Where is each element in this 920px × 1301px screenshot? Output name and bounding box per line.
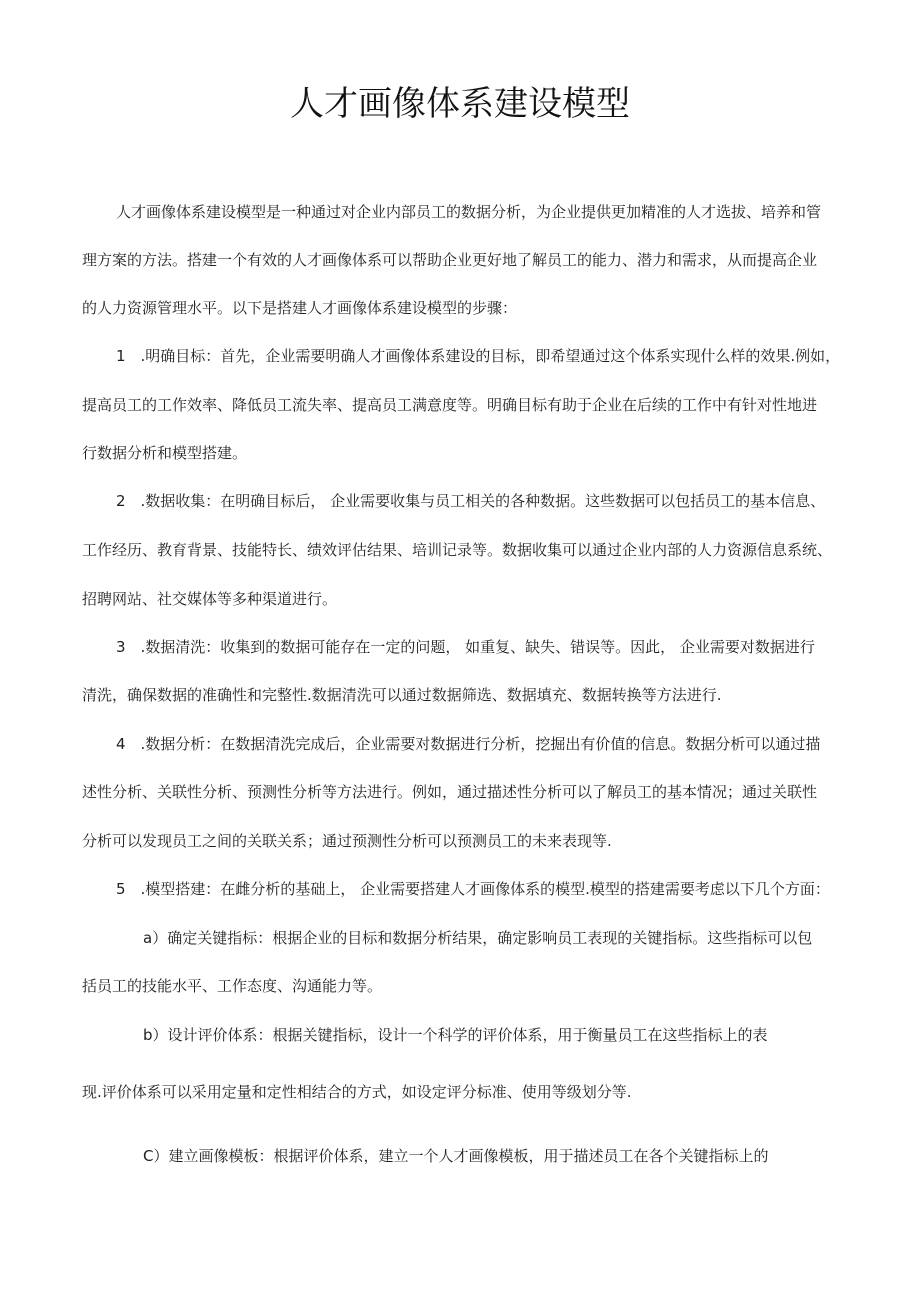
- paragraph-line: 现.评价体系可以采用定量和定性相结合的方式，如设定评分标准、使用等级划分等.: [82, 1083, 632, 1101]
- paragraph-line: 4 .数据分析：在数据清洗完成后，企业需要对数据进行分析，挖掘出有价值的信息。数据分析可以通过描: [116, 735, 821, 753]
- paragraph-line: 2 .数据收集：在明确目标后， 企业需要收集与员工相关的各种数据。这些数据可以包括员工的基本信息、: [116, 492, 826, 510]
- paragraph-line: 行数据分析和模型搭建。: [82, 444, 248, 462]
- paragraph-line: 理方案的方法。搭建一个有效的人才画像体系可以帮助企业更好地了解员工的能力、潜力和需求，从而提高企业: [82, 251, 818, 269]
- paragraph-line: 5 .模型搭建：在雌分析的基础上， 企业需要搭建人才画像体系的模型.模型的搭建需要考虑以下几个方面：: [116, 880, 830, 898]
- paragraph-line: 3 .数据清洗：收集到的数据可能存在一定的问题， 如重复、缺失、错误等。因此， 企业需要对数据进行: [116, 638, 815, 656]
- paragraph-line: a）确定关键指标：根据企业的目标和数据分析结果，确定影响员工表现的关键指标。这些指标可以包: [143, 929, 813, 947]
- paragraph-line: 提高员工的工作效率、降低员工流失率、提高员工满意度等。明确目标有助于企业在后续的工作中有针对性地进: [82, 396, 818, 414]
- document-title: 人才画像体系建设模型: [290, 84, 630, 124]
- paragraph-line: 招聘网站、社交媒体等多种渠道进行。: [82, 590, 338, 608]
- paragraph-line: 清洗，确保数据的准确性和完整性.数据清洗可以通过数据筛选、数据填充、数据转换等方法进行.: [82, 686, 722, 704]
- paragraph-line: 工作经历、教育背景、技能特长、绩效评估结果、培训记录等。数据收集可以通过企业内部的人力资源信息系统、: [82, 541, 833, 559]
- paragraph-line: 的人力资源管理水平。以下是搭建人才画像体系建设模型的步骤：: [82, 299, 518, 317]
- paragraph-line: 人才画像体系建设模型是一种通过对企业内部员工的数据分析，为企业提供更加精准的人才选拔、培养和管: [116, 203, 822, 221]
- paragraph-line: C）建立画像模板：根据评价体系，建立一个人才画像模板，用于描述员工在各个关键指标上的: [143, 1147, 769, 1165]
- paragraph-line: 括员工的技能水平、工作态度、沟通能力等。: [82, 977, 383, 995]
- paragraph-line: b）设计评价体系：根据关键指标，设计一个科学的评价体系，用于衡量员工在这些指标上的表: [143, 1026, 768, 1044]
- paragraph-line: 分析可以发现员工之间的关联关系；通过预测性分析可以预测员工的未来表现等.: [82, 832, 612, 850]
- paragraph-line: 述性分析、关联性分析、预测性分析等方法进行。例如，通过描述性分析可以了解员工的基本情况；通过关联性: [82, 783, 818, 801]
- paragraph-line: 1 .明确目标：首先，企业需要明确人才画像体系建设的目标，即希望通过这个体系实现什么样的效果.例如，: [116, 347, 841, 365]
